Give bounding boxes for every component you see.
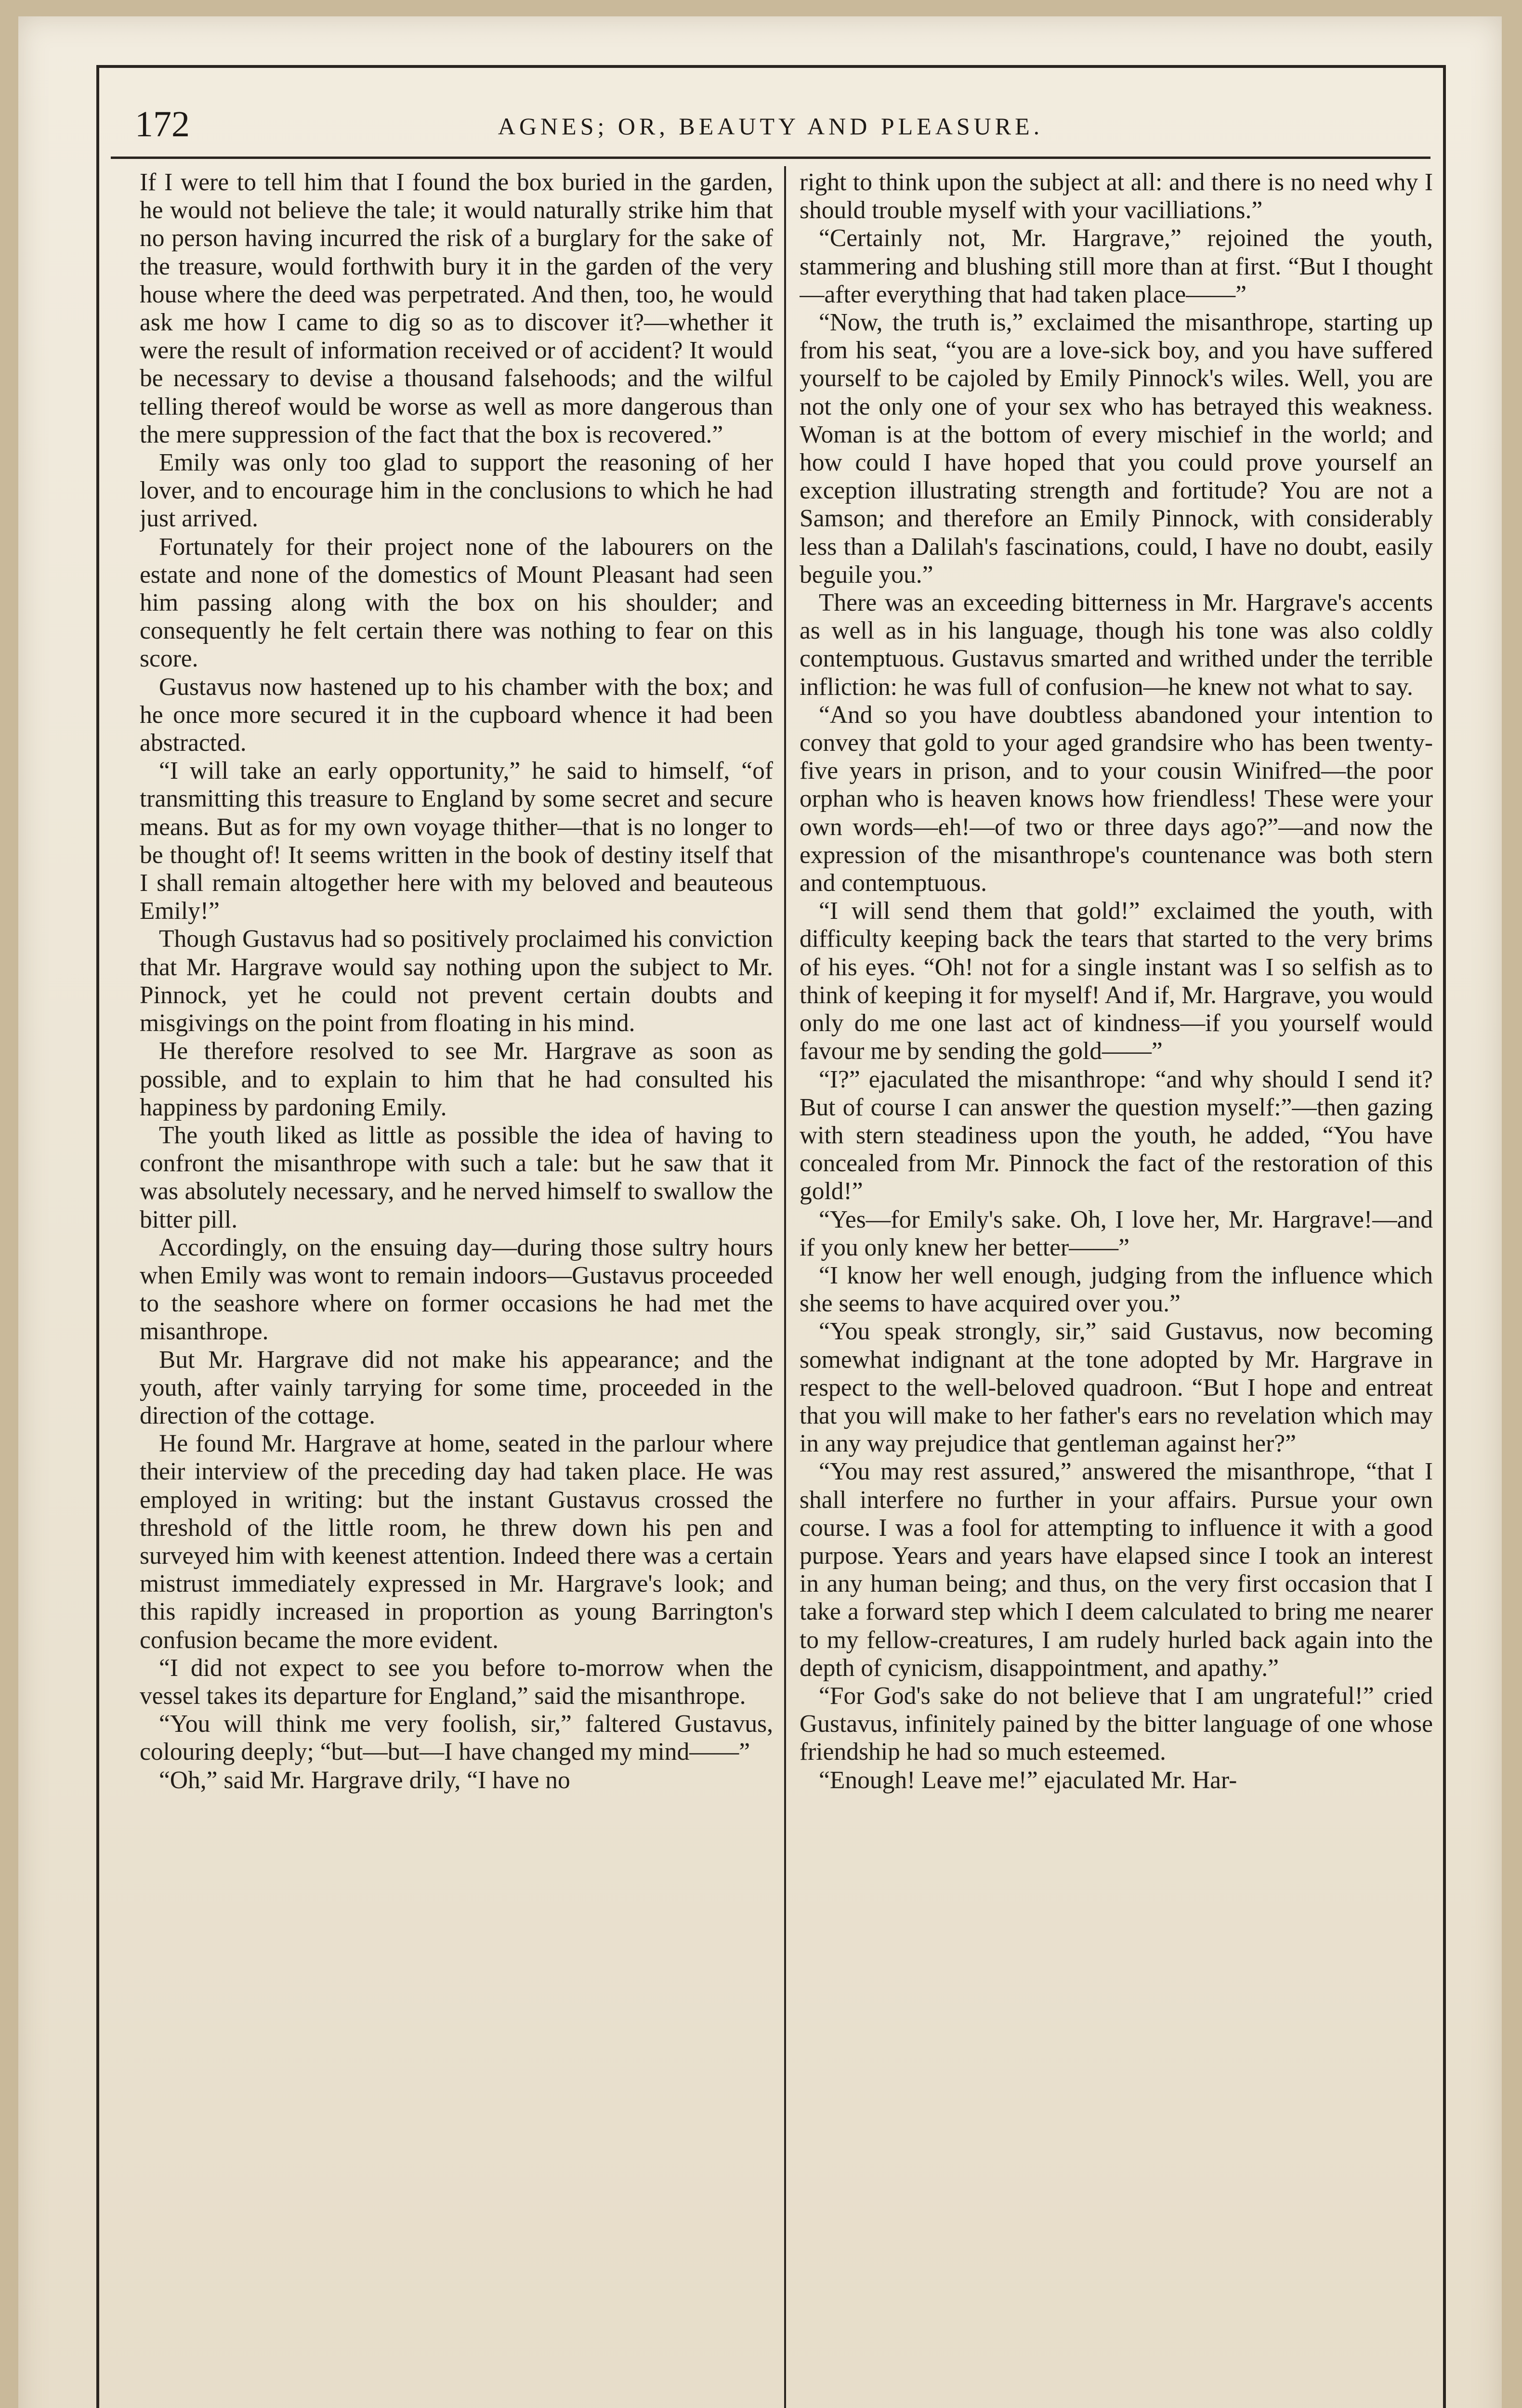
paragraph: He found Mr. Hargrave at home, seated in the parlour where their interview of the preceding day had taken place. He was employed in writing: but the instant Gustavus crossed the threshold of the little room, he threw down his pen and surveyed him with keenest attention. Indeed there was a certain mistrust immediately expressed in Mr. Hargrave's look; and this rapidly increased in proportion as young Barrington's confusion became the more evident. <box>140 1430 773 1654</box>
column-divider <box>784 166 786 2408</box>
paragraph: “I did not expect to see you before to-morrow when the vessel takes its departure for England,” said the misanthrope. <box>140 1654 773 1710</box>
paragraph: “I know her well enough, judging from the influence which she seems to have acquired over you.” <box>800 1261 1433 1318</box>
paragraph: “You speak strongly, sir,” said Gustavus, now becoming somewhat indignant at the tone adopted by Mr. Hargrave in respect to the well-beloved quadroon. “But I hope and entreat that you will make to her father's ears no revelation which may in any way prejudice that gentleman against her?” <box>800 1318 1433 1458</box>
paragraph: Accordingly, on the ensuing day—during those sultry hours when Emily was wont to remain indoors—Gustavus proceeded to the seashore where on former occasions he had met the misanthrope. <box>140 1233 773 1346</box>
paragraph: “And so you have doubtless abandoned your intention to convey that gold to your aged grandsire who has been twenty-five years in prison, and to your cousin Winifred—the poor orphan who is heaven knows how friendless! These were your own words—eh!—of two or three days ago?”—and now the expression of the misanthrope's countenance was both stern and contemptuous. <box>800 701 1433 897</box>
paragraph: Emily was only too glad to support the reasoning of her lover, and to encourage him in the conclusions to which he had just arrived. <box>140 449 773 533</box>
paragraph: “For God's sake do not believe that I am ungrateful!” cried Gustavus, infinitely pained by the bitter language of one whose friendship he had so much esteemed. <box>800 1682 1433 1766</box>
paragraph: “Now, the truth is,” exclaimed the misanthrope, starting up from his seat, “you are a love-sick boy, and you have suffered yourself to be cajoled by Emily Pinnock's wiles. Well, you are not the only one of your sex who has betrayed this weakness. Woman is at the bottom of every mischief in the world; and how could I have hoped that you could prove yourself an exception illustrating strength and fortitude? You are not a Samson; and therefore an Emily Pinnock, with considerably less than a Dalilah's fascinations, could, I have no doubt, easily beguile you.” <box>800 309 1433 589</box>
paragraph: “Certainly not, Mr. Hargrave,” rejoined the youth, stammering and blushing still more than at first. “But I thought—after everything that had taken place——” <box>800 224 1433 308</box>
paragraph: “I?” ejaculated the misanthrope: “and why should I send it? But of course I can answer the question myself:”—then gazing with stern steadiness upon the youth, he added, “You have concealed from Mr. Pinnock the fact of the restoration of this gold!” <box>800 1065 1433 1205</box>
right-column <box>800 169 1433 2360</box>
paragraph: “Oh,” said Mr. Hargrave drily, “I have no <box>159 1766 570 1794</box>
page-header <box>111 99 1430 159</box>
paragraph: If I were to tell him that I found the box buried in the garden, he would not believe the tale; it would naturally strike him that no person having incurred the risk of a burglary for the sake of the treasure, would forthwith bury it in the garden of the very house where the deed was perpetrated. And then, too, he would ask me how I came to dig so as to discover it?—whether it were the result of information received or of accident? It would be necessary to devise a thousand falsehoods; and the wilful telling thereof would be worse as well as more dangerous than the mere suppression of the fact that the box is recovered.” <box>140 169 773 448</box>
paragraph: He therefore resolved to see Mr. Hargrave as soon as possible, and to explain to him that he had consulted his happiness by pardoning Emily. <box>140 1037 773 1121</box>
page-number: 172 <box>135 104 190 144</box>
paragraph: There was an exceeding bitterness in Mr. Hargrave's accents as well as in his language, though his tone was also coldly contemptuous. Gustavus smarted and writhed under the terrible infliction: he was full of confusion—he knew not what to say. <box>800 589 1433 701</box>
paragraph: Gustavus now hastened up to his chamber with the box; and he once more secured it in the cupboard whence it had been abstracted. <box>140 673 773 757</box>
paragraph: The youth liked as little as possible the idea of having to confront the misanthrope with such a tale: but he saw that it was absolutely necessary, and he nerved himself to swallow the bitter pill. <box>140 1121 773 1233</box>
paragraph: Though Gustavus had so positively proclaimed his conviction that Mr. Hargrave would say nothing upon the subject to Mr. Pinnock, yet he could not prevent certain doubts and misgivings on the point from floating in his mind. <box>140 925 773 1037</box>
left-column <box>140 169 773 2360</box>
paragraph: “Yes—for Emily's sake. Oh, I love her, Mr. Hargrave!—and if you only knew her better——” <box>800 1205 1433 1261</box>
paragraph: “I will take an early opportunity,” he said to himself, “of transmitting this treasure to England by some secret and secure means. But as for my own voyage thither—that is no longer to be thought of! It seems written in the book of destiny itself that I shall remain altogether here with my beloved and beauteous Emily!” <box>140 757 773 925</box>
paragraph: “Enough! Leave me!” ejaculated Mr. Har- <box>819 1766 1237 1794</box>
paragraph: Fortunately for their project none of the labourers on the estate and none of the domestics of Mount Pleasant had seen him passing along with the box on his shoulder; and consequently he felt certain there was nothing to fear on this score. <box>140 533 773 673</box>
paragraph: But Mr. Hargrave did not make his appearance; and the youth, after vainly tarrying for some time, proceeded in the direction of the cottage. <box>140 1346 773 1429</box>
running-head: AGNES; OR, BEAUTY AND PLEASURE. <box>498 113 1044 140</box>
paragraph: “You may rest assured,” answered the misanthrope, “that I shall interfere no further in your affairs. Pursue your own course. I was a fool for attempting to influence it with a good purpose. Years and years have elapsed since I took an interest in any human being; and thus, on the very first occasion that I take a forward step which I deem calculated to bring me nearer to my fellow-creatures, I am rudely hurled back again into the depth of cynicism, disappointment, and apathy.” <box>800 1458 1433 1682</box>
paragraph: “You will think me very foolish, sir,” faltered Gustavus, colouring deeply; “but—but—I have changed my mind——” <box>140 1710 773 1766</box>
paragraph: “I will send them that gold!” exclaimed the youth, with difficulty keeping back the tears that started to the very brims of his eyes. “Oh! not for a single instant was I so selfish as to think of keeping it for myself! And if, Mr. Hargrave, you would only do me one last act of kindness—if you yourself would favour me by sending the gold——” <box>800 897 1433 1065</box>
paragraph: right to think upon the subject at all: and there is no need why I should trouble myself with your vacilliations.” <box>800 169 1433 224</box>
